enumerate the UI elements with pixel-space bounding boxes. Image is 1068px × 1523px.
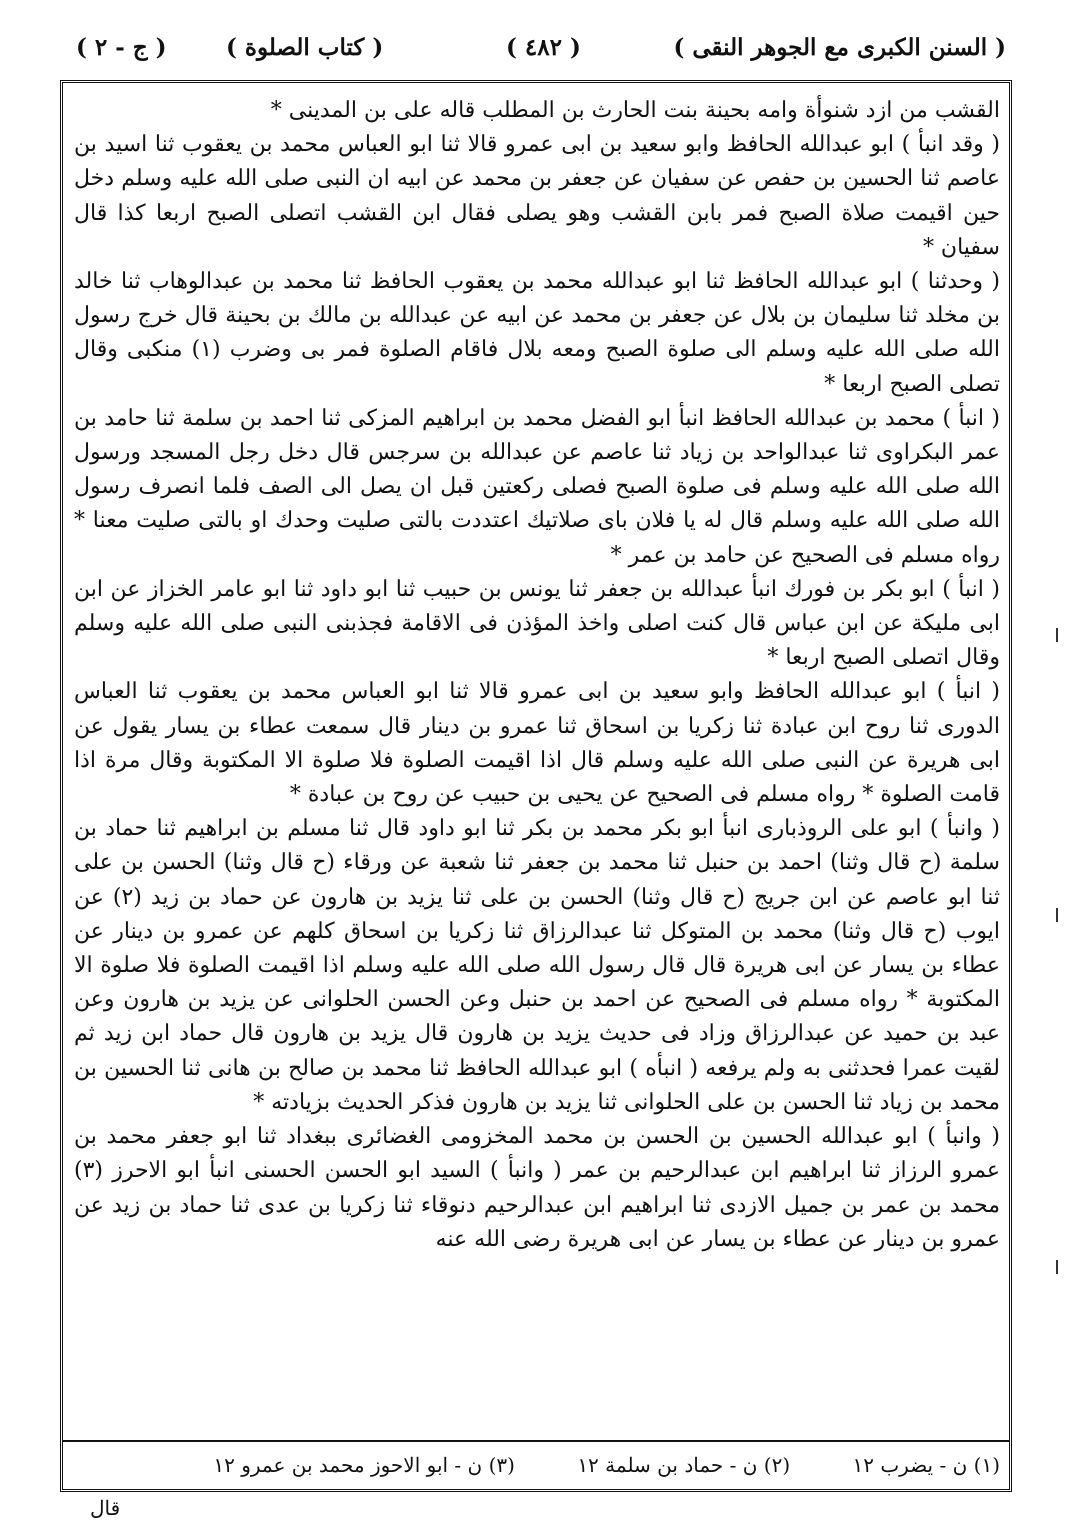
book-title: ( السنن الكبرى مع الجوهر النقى ) — [673, 34, 1006, 61]
margin-mark — [1056, 628, 1058, 642]
volume-number: ( ج - ٢ ) — [76, 34, 167, 61]
text-paragraph: ( وانبأ ) ابو على الروذبارى انبأ ابو بكر محمد بن بكر ثنا ابو داود قال ثنا مسلم بن ابراهيم ثنا حماد بن سلمة (ح قال وثنا) احمد بن حنبل ثنا محمد بن جعفر ثنا شعبة عن ورقاء (ح قال وثنا) الحسن بن على ثنا ابو عاصم عن ابن جريج (ح قال وثنا) الحسن بن على ثنا يزيد بن هارون عن حماد بن زيد (٢) عن ايوب (ح قال وثنا) محمد بن المتوكل ثنا عبدالرزاق ثنا زكريا بن اسحاق كلهم عن عمرو بن دينار عن عطاء بن يسار عن ابى هريرة قال قال رسول الله صلى الله عليه وسلم اذا اقيمت الصلوة فلا صلوة الا المكتوبة * رواه مسلم فى الصحيح عن احمد بن حنبل وعن الحسن الحلوانى عن يزيد بن هارون وعن عبد بن حميد عن عبدالرزاق وزاد فى حديث يزيد بن هارون قال يزيد بن هارون قال حماد ابن زيد ثم لقيت عمرا فحدثنى به ولم يرفعه ( انبأه ) ابو عبدالله الحافظ ثنا محمد بن صالح بن هانى ثنا الحسين بن محمد بن زياد ثنا الحسن بن على الحلوانى ثنا يزيد بن هارون فذكر الحديث بزيادته * — [74, 816, 1000, 1115]
text-paragraph: ( انبأ ) ابو عبدالله الحافظ وابو سعيد بن ابى عمرو قالا ثنا ابو العباس محمد بن يعقوب ثنا العباس الدورى ثنا روح ابن عبادة ثنا زكريا بن اسحاق ثنا عمرو بن دينار قال سمعت عطاء بن يسار يقول عن ابى هريرة عن النبى صلى الله عليه وسلم قال اذا اقيمت الصلوة فلا صلوة الا المكتوبة وقال مرة اذا قامت الصلوة * رواه مسلم فى الصحيح عن يحيى بن حبيب عن روح بن عبادة * — [74, 679, 1000, 808]
chapter-title: ( كتاب الصلوة ) — [226, 34, 384, 61]
footnote-1: (١) ن - يضرب ١٢ — [852, 1453, 1000, 1477]
text-paragraph: ( وقد انبأ ) ابو عبدالله الحافظ وابو سعيد بن ابى عمرو قالا ثنا ابو العباس محمد بن يعقوب ثنا اسيد بن عاصم ثنا الحسين بن حفص عن سفيان عن جعفر بن محمد عن ابيه ان النبى صلى الله عليه وسلم دخل حين اقيمت صلاة الصبح فمر بابن القشب وهو يصلى فقال ابن القشب اتصلى الصبح اربعا كذا قال سفيان * — [74, 132, 1000, 260]
footnote-2: (٢) ن - حماد بن سلمة ١٢ — [577, 1453, 791, 1477]
text-paragraph: ( وحدثنا ) ابو عبدالله الحافظ ثنا ابو عبدالله محمد بن يعقوب الحافظ ثنا محمد بن عبدالوهاب ثنا خالد بن مخلد ثنا سليمان بن بلال عن جعفر بن محمد عن ابيه عن عبدالله بن مالك بن بحينة قال خرج رسول الله صلى الله عليه وسلم الى صلوة الصبح ومعه بلال فاقام الصلوة فمر بى وضرب (١) منكبى وقال تصلى الصبح اربعا * — [74, 269, 1000, 397]
footnote-3: (٣) ن - ابو الاحوز محمد بن عمرو ١٢ — [213, 1453, 515, 1477]
page-number: ( ٤٨٢ ) — [506, 34, 581, 61]
page-header — [76, 28, 1006, 72]
footnotes — [200, 1448, 1000, 1482]
margin-mark — [1056, 908, 1058, 922]
catchword: قال — [90, 1496, 121, 1520]
text-paragraph: ( انبأ ) ابو بكر بن فورك انبأ عبدالله بن جعفر ثنا يونس بن حبيب ثنا ابو داود ثنا ابو عامر الخزاز عن ابن ابى مليكة عن ابن عباس قال كنت اصلى واخذ المؤذن فى الاقامة فجذبنى النبى صلى الله عليه وسلم وقال اتصلى الصبح اربعا * — [74, 576, 1000, 671]
text-paragraph: القشب من ازد شنوأة وامه بحينة بنت الحارث بن المطلب قاله على بن المدينى * — [270, 98, 1000, 123]
footnote-divider — [62, 1440, 1010, 1442]
text-paragraph: ( وانبأ ) ابو عبدالله الحسين بن الحسن بن محمد المخزومى الغضائرى ببغداد ثنا ابو جعفر محمد بن عمرو الرزاز ثنا ابراهيم ابن عبدالرحيم بن عمر ( وانبأ ) السيد ابو الحسن الحسنى انبأ ابو الاحرز (٣) محمد بن عمر بن جميل الازدى ثنا ابراهيم ابن عبدالرحيم دنوقاء ثنا زكريا بن عدى ثنا حماد بن زيد عن عمرو بن دينار عن عطاء بن يسار عن ابى هريرة رضى الله عنه — [74, 1124, 1000, 1252]
main-text — [74, 94, 1000, 1424]
margin-mark — [1056, 1260, 1058, 1274]
text-paragraph: ( انبأ ) محمد بن عبدالله الحافظ انبأ ابو الفضل محمد بن ابراهيم المزكى ثنا احمد بن سلمة ثنا حامد بن عمر البكراوى ثنا عبدالواحد بن زياد ثنا عاصم عن عبدالله بن سرجس قال دخل رجل المسجد ورسول الله صلى الله عليه وسلم فى صلوة الصبح فصلى ركعتين قبل ان يصل الى الصف فلما انصرف رسول الله صلى الله عليه وسلم قال له يا فلان باى صلاتيك اعتددت بالتى صليت وحدك او بالتى صليت معنا * رواه مسلم فى الصحيح عن حامد بن عمر * — [74, 405, 1000, 568]
